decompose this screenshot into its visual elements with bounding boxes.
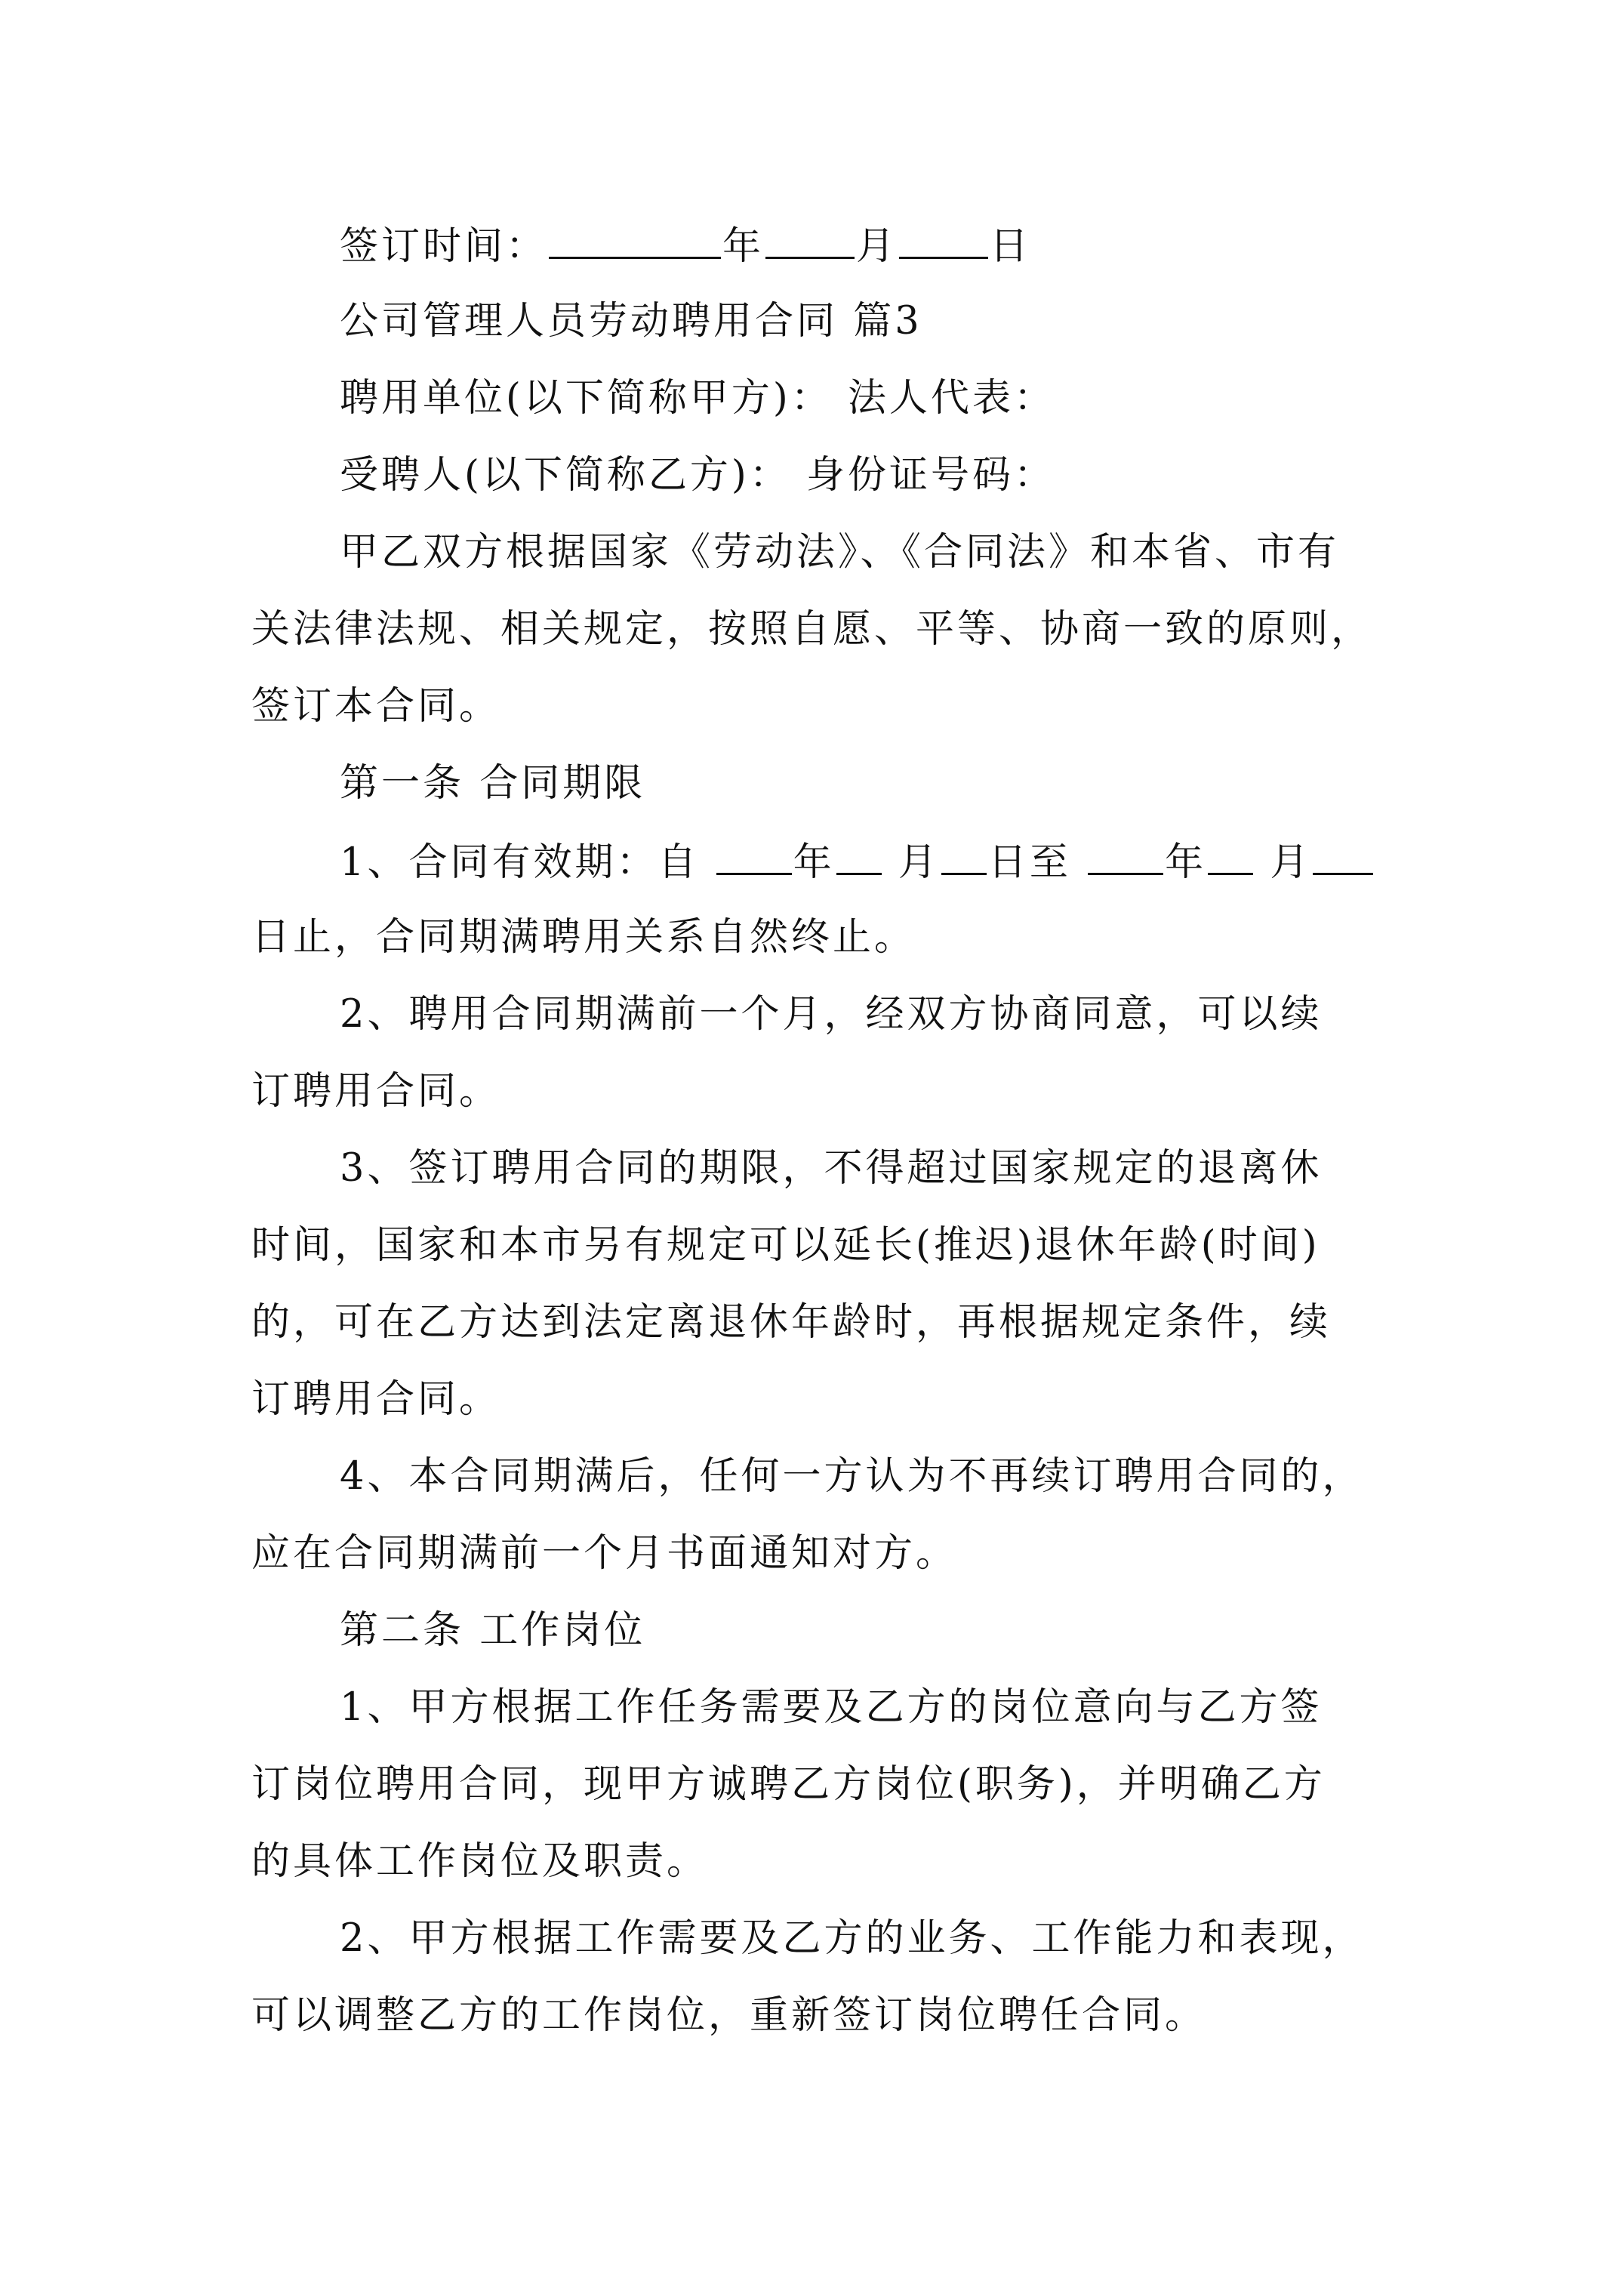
clause-line: 可以调整乙方的工作岗位，重新签订岗位聘任合同。 bbox=[251, 1993, 1207, 2038]
clause-line: 时间，国家和本市另有规定可以延长(推迟)退休年龄(时间) bbox=[251, 1223, 1320, 1268]
contract-heading: 公司管理人员劳动聘用合同 篇3 bbox=[340, 299, 922, 344]
clause-line: 3、签订聘用合同的期限，不得超过国家规定的退离休 bbox=[340, 1146, 1323, 1191]
term-month-2: 月 bbox=[1270, 840, 1312, 885]
term-year: 年 bbox=[793, 840, 835, 885]
article-1-title: 第一条 合同期限 bbox=[340, 761, 646, 806]
intro-line: 关法律法规、相关规定，按照自愿、平等、协商一致的原则， bbox=[251, 607, 1373, 652]
blank-year bbox=[549, 220, 721, 259]
term-clause-line bbox=[340, 837, 1375, 885]
blank-end-year bbox=[1088, 837, 1163, 875]
sign-date-day: 日 bbox=[990, 224, 1032, 269]
blank-start-year bbox=[716, 837, 792, 875]
clause-line: 订聘用合同。 bbox=[251, 1377, 501, 1422]
clause-line: 订聘用合同。 bbox=[251, 1069, 501, 1114]
blank-end-day bbox=[1313, 837, 1373, 875]
sign-date-line bbox=[340, 220, 1031, 269]
sign-date-label: 签订时间： bbox=[340, 224, 548, 269]
blank-end-month bbox=[1208, 837, 1253, 875]
sign-date-year: 年 bbox=[722, 224, 765, 269]
clause-line: 2、甲方根据工作需要及乙方的业务、工作能力和表现， bbox=[340, 1916, 1364, 1961]
sign-date-month: 月 bbox=[856, 224, 898, 269]
clause-line: 订岗位聘用合同，现甲方诚聘乙方岗位(职务)，并明确乙方 bbox=[251, 1762, 1326, 1807]
term-day-to: 日至 bbox=[987, 840, 1071, 885]
party-a-line: 聘用单位(以下简称甲方)： 法人代表： bbox=[340, 376, 1056, 421]
term-prefix: 1、合同有效期：自 bbox=[340, 840, 700, 885]
intro-line: 甲乙双方根据国家《劳动法》、《合同法》和本省、市有 bbox=[340, 530, 1340, 575]
intro-line: 签订本合同。 bbox=[251, 684, 501, 729]
term-clause-line: 日止，合同期满聘用关系自然终止。 bbox=[251, 915, 916, 960]
clause-line: 2、聘用合同期满前一个月，经双方协商同意，可以续 bbox=[340, 992, 1323, 1037]
clause-line: 4、本合同期满后，任何一方认为不再续订聘用合同的， bbox=[340, 1454, 1364, 1499]
party-b-line: 受聘人(以下简称乙方)： 身份证号码： bbox=[340, 453, 1056, 498]
term-month: 月 bbox=[898, 840, 940, 885]
blank-day bbox=[899, 220, 988, 259]
blank-start-day bbox=[941, 837, 987, 875]
term-year-2: 年 bbox=[1165, 840, 1207, 885]
blank-start-month bbox=[836, 837, 882, 875]
clause-line: 应在合同期满前一个月书面通知对方。 bbox=[251, 1531, 958, 1576]
blank-month bbox=[765, 220, 855, 259]
clause-line: 1、甲方根据工作任务需要及乙方的岗位意向与乙方签 bbox=[340, 1685, 1323, 1730]
clause-line: 的，可在乙方达到法定离退休年龄时，再根据规定条件，续 bbox=[251, 1300, 1332, 1345]
article-2-title: 第二条 工作岗位 bbox=[340, 1608, 646, 1653]
clause-line: 的具体工作岗位及职责。 bbox=[251, 1839, 709, 1884]
